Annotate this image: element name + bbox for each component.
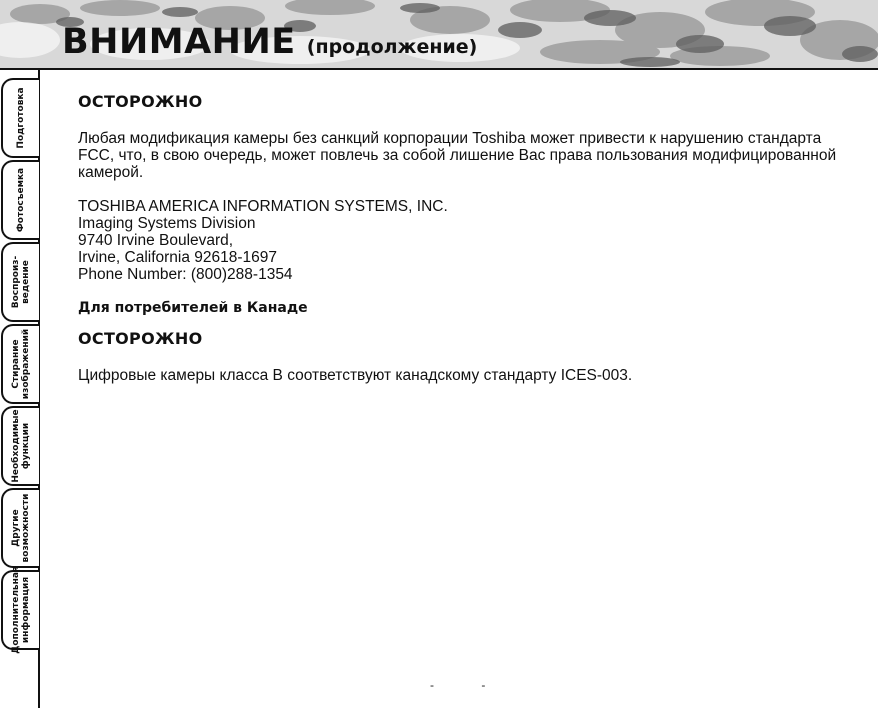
- company-division: Imaging Systems Division: [78, 215, 256, 232]
- city-address: Irvine, California 92618-1697: [78, 249, 278, 266]
- tab-label: Подготовка: [16, 87, 26, 149]
- tab-erasing[interactable]: [1, 324, 39, 404]
- tab-label: Фотосъемка: [16, 167, 26, 233]
- canada-heading: Для потребителей в Канаде: [78, 300, 308, 316]
- main-content: [78, 88, 858, 384]
- tab-additional-info[interactable]: [1, 566, 39, 654]
- page-number-marks: - -: [430, 678, 508, 692]
- tab-playback[interactable]: [1, 242, 39, 322]
- street-address: 9740 Irvine Boulevard,: [78, 232, 234, 249]
- title-main: ВНИМАНИЕ: [62, 22, 296, 62]
- tab-label: Воспроиз- ведение: [11, 255, 31, 309]
- tab-shooting[interactable]: [1, 160, 39, 240]
- tab-label: Стирание изображений: [11, 328, 31, 400]
- tab-essential-functions[interactable]: [1, 406, 39, 486]
- header-rule: [0, 68, 878, 70]
- tab-label: Дополнительная информация: [11, 566, 31, 654]
- tab-other-features[interactable]: [1, 488, 39, 568]
- tab-preparation[interactable]: [1, 78, 39, 158]
- title-continuation: (продолжение): [306, 36, 478, 58]
- ices-compliance-text: Цифровые камеры класса B соответствуют канадскому стандарту ICES-003.: [78, 367, 633, 384]
- tab-label: Необходимые функции: [11, 409, 31, 483]
- tab-label: Другие возможности: [11, 493, 31, 563]
- phone-number: Phone Number: (800)288-1354: [78, 266, 293, 283]
- company-address: [78, 198, 858, 283]
- caution-heading-canada: ОСТОРОЖНО: [78, 329, 203, 348]
- page-title: [62, 22, 477, 62]
- company-name: TOSHIBA AMERICA INFORMATION SYSTEMS, INC.: [78, 198, 448, 215]
- caution-heading: ОСТОРОЖНО: [78, 92, 203, 111]
- modification-warning: Любая модификация камеры без санкций корпорации Toshiba может привести к нарушению стандарта FCC, что, в свою очередь, может повлечь за собой лишение Вас права пользования модифицированной камерой.: [78, 130, 837, 181]
- header-banner: [0, 0, 878, 70]
